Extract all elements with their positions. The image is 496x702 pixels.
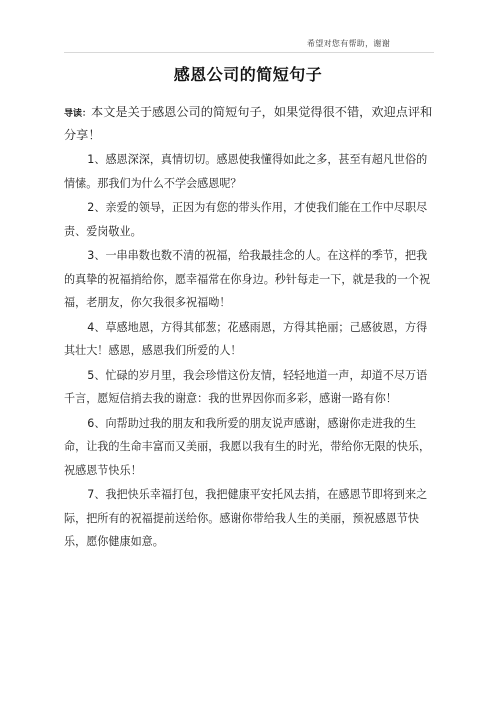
- paragraph-2: 2、亲爱的领导，正因为有您的带头作用，才使我们能在工作中尽职尽责、爱岗敬业。: [64, 201, 428, 238]
- header-divider: [64, 52, 434, 53]
- page-title: 感恩公司的简短句子: [173, 65, 323, 84]
- paragraph-5: 5、忙碌的岁月里，我会珍惜这份友情，轻轻地道一声，却道不尽万语千言，愿短信捎去我的谢意：我的世界因你而多彩，感谢一路有你！: [64, 368, 428, 405]
- paragraph-7: 7、我把快乐幸福打包，我把健康平安托风去捎，在感恩节即将到来之际，把所有的祝福提前送给你。感谢你带给我人生的美丽，预祝感恩节快乐，愿你健康如意。: [64, 488, 428, 548]
- paragraph-4: 4、草感地恩，方得其郁葱；花感雨恩，方得其艳丽；己感彼恩，方得其壮大！感恩，感恩我们所爱的人！: [64, 320, 428, 357]
- header-note: 希望对您有帮助，谢谢: [307, 39, 390, 48]
- intro-label: 导读：: [64, 109, 92, 119]
- document-body: [64, 102, 433, 555]
- paragraph-1: 1、感恩深深，真情切切。感恩使我懂得如此之多，甚至有超凡世俗的情愫。那我们为什么不学会感恩呢？: [64, 153, 428, 190]
- paragraph-6: 6、向帮助过我的朋友和我所爱的朋友说声感谢，感谢你走进我的生命，让我的生命丰富而又美丽，我愿以我有生的时光，带给你无限的快乐，祝感恩节快乐！: [64, 416, 431, 477]
- intro-text: 本文是关于感恩公司的简短句子，如果觉得很不错，欢迎点评和分享！: [64, 105, 433, 142]
- paragraph-3: 3、一串串数也数不清的祝福，给我最挂念的人。在这样的季节，把我的真挚的祝福捎给你，愿幸福常在你身边。秒针每走一下，就是我的一个祝福，老朋友，你欠我很多祝福呦！: [64, 249, 431, 309]
- intro-paragraph: [64, 102, 433, 146]
